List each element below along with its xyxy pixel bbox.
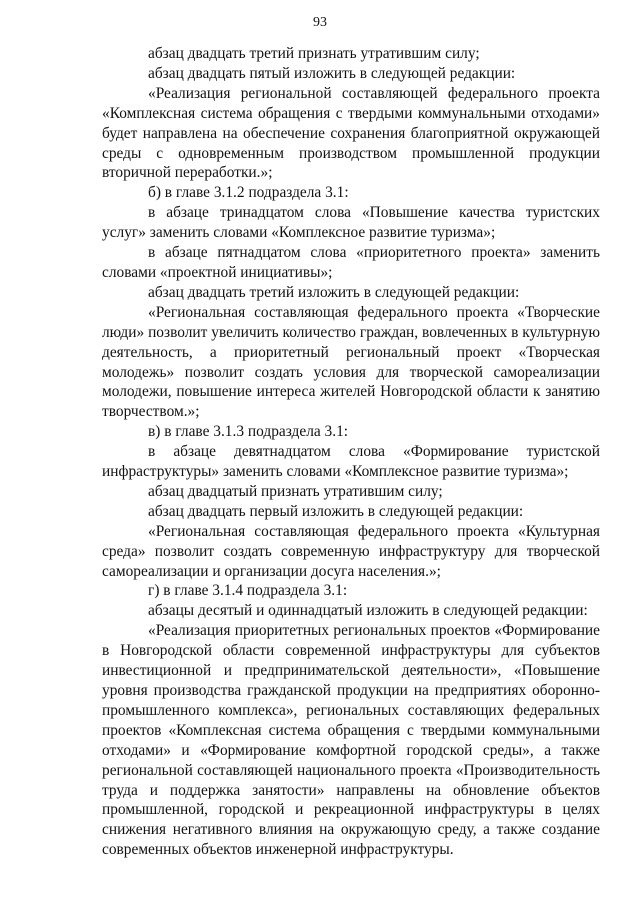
page-number: 93 [313, 15, 327, 30]
paragraph: абзац двадцать пятый изложить в следующей редакции: [148, 64, 516, 82]
paragraph: б) в главе 3.1.2 подраздела 3.1: [148, 184, 349, 202]
paragraph: г) в главе 3.1.4 подраздела 3.1: [148, 582, 348, 600]
paragraph: «Реализация региональной составляющей федерального проекта «Комплексная система обращения с твердыми коммунальными отходами» будет направлена на обеспечение сохранения благоприятной окружающей среды с одновременным производством промышленной продукции вторичной переработки.»; [102, 84, 600, 182]
paragraph: в абзаце тринадцатом слова «Повышение качества туристских услуг» заменить словами «Комплексное развитие туризма»; [102, 204, 600, 242]
paragraph: «Региональная составляющая федерального проекта «Творческие люди» позволит увеличить количество граждан, вовлеченных в культурную деятельность, а приоритетный региональный проект «Творческая молодежь» позволит создать условия для творческой самореализации молодежи, повышение интереса жителей Новгородской области к занятию творчеством.»; [102, 303, 600, 421]
paragraph: в абзаце девятнадцатом слова «Формирование туристской инфраструктуры» заменить словами «Комплексное развитие туризма»; [102, 443, 600, 481]
paragraph: в) в главе 3.1.3 подраздела 3.1: [148, 423, 349, 441]
paragraph: абзац двадцатый признать утратившим силу; [148, 482, 443, 500]
paragraph: «Реализация приоритетных региональных проектов «Формирование в Новгородской области современной инфраструктуры для субъектов инвестиционной и предпринимательской деятельности», «Повышение уровня производства гражданской продукции на предприятиях оборонно-промышленного комплекса», региональных составляющих федеральных проектов «Комплексная система обращения с твердыми коммунальными отходами» и «Формирование комфортной городской среды», а также региональной составляющей национального проекта «Производительность труда и поддержка занятости» направлены на обновление объектов промышленной, городской и рекреационной инфраструктуры в целях снижения негативного влияния на окружающую среду, а также создание современных объектов инженерной инфраструктуры. [102, 622, 600, 859]
paragraph: абзацы десятый и одиннадцатый изложить в следующей редакции: [148, 602, 588, 620]
paragraph: «Региональная составляющая федерального проекта «Культурная среда» позволит создать современную инфраструктуру для творческой самореализации и организации досуга населения.»; [102, 522, 600, 580]
paragraph: абзац двадцать первый изложить в следующей редакции: [148, 502, 524, 520]
document-body [102, 44, 600, 860]
paragraph: абзац двадцать третий признать утратившим силу; [148, 45, 480, 62]
paragraph: абзац двадцать третий изложить в следующей редакции: [148, 283, 520, 301]
paragraph: в абзаце пятнадцатом слова «приоритетного проекта» заменить словами «проектной инициативы»; [102, 244, 600, 281]
